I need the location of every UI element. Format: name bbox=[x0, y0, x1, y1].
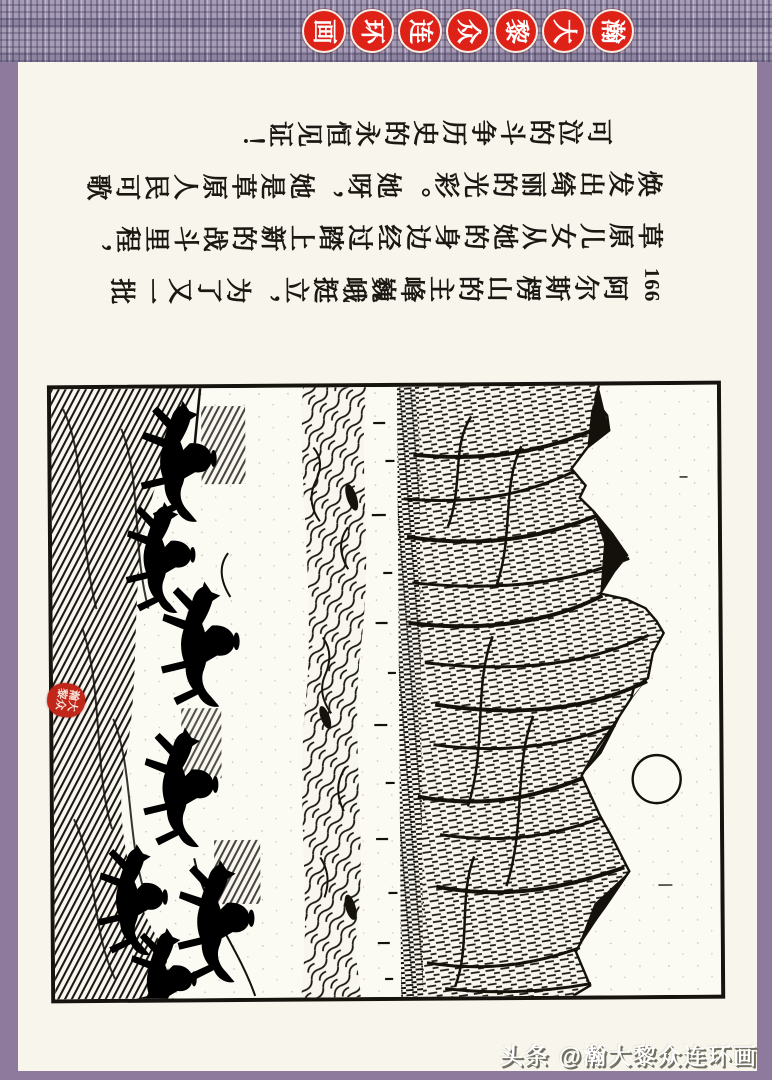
page-number: 166 bbox=[640, 267, 665, 303]
badge-glyph: 环 bbox=[358, 18, 386, 44]
caption-line: 可泣的斗争历史的永恒见证！ bbox=[236, 115, 614, 148]
badge-glyph: 大 bbox=[550, 18, 578, 44]
badge-glyph: 瀚 bbox=[598, 18, 626, 44]
caption-line: 焕发出绮丽的光彩。她呀，她是草原人民可歌 bbox=[83, 167, 664, 201]
illustration-panel bbox=[47, 381, 725, 1004]
caption-column bbox=[64, 215, 664, 256]
toutiao-watermark: 头条 @瀚大黎众连环画 bbox=[500, 1043, 758, 1069]
caption-text-rotated bbox=[63, 112, 664, 308]
caption-column bbox=[64, 267, 664, 308]
caption-line: 阿尔斯楞山的主峰巍峨挺立，为了又一批 bbox=[107, 271, 630, 304]
caption-line: 草原儿女从她的身边经过踏上新的战斗里程， bbox=[83, 219, 664, 253]
caption-column bbox=[63, 111, 663, 152]
badge-glyph: 黎 bbox=[502, 18, 530, 44]
badge-glyph: 画 bbox=[310, 18, 338, 44]
caption-column bbox=[63, 163, 663, 204]
badge-glyph: 连 bbox=[406, 18, 434, 44]
woodcut-illustration bbox=[51, 385, 721, 1000]
sun-circle bbox=[633, 755, 681, 803]
seal-text: 瀚大黎众 bbox=[53, 687, 81, 713]
badge-glyph: 众 bbox=[454, 18, 482, 44]
